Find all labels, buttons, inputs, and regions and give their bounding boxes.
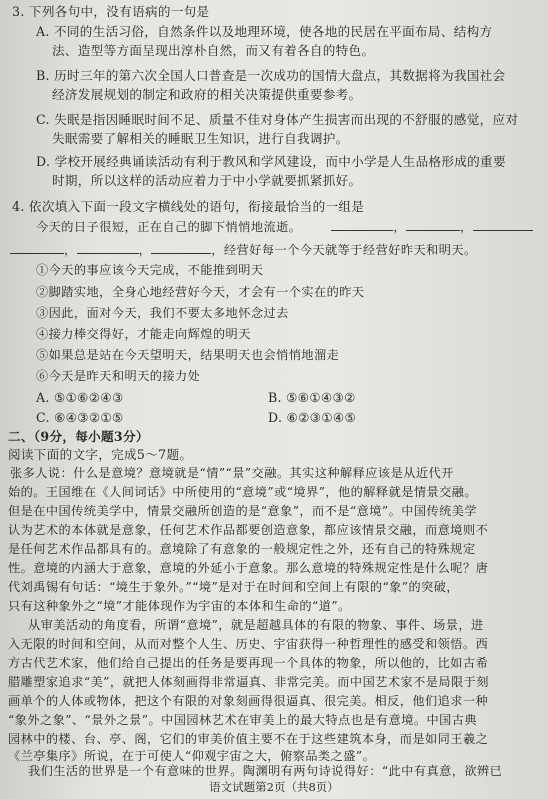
q3-option-a-line1: A. 不同的生活习俗，自然条件以及地理环境，使各地的民居在平面布局、结构方 bbox=[36, 24, 493, 39]
passage-p1-line2: 始的。王国维在《人间词话》中所使用的“意境”或“境界”，他的解释就是情景交融。 bbox=[8, 485, 478, 499]
q4-passage-line2: ， ， ，经营好每一个今天就等于经营好昨天和明天。 bbox=[10, 243, 477, 258]
passage-p2-line8: 《兰亭集序》所说，在于可使人“仰观宇宙之大，俯察品类之盛”。 bbox=[8, 749, 376, 763]
q4-item-4: ④接力棒交得好，才能走向辉煌的明天 bbox=[36, 327, 251, 341]
q4-item-5: ⑤如果总是站在今天望明天，结果明天也会悄悄地溜走 bbox=[36, 348, 340, 362]
passage-p2-line4: 腊雕塑家追求“美”，就把人体刻画得非常逼真、非常完美。而中国艺术家不是局限于刻 bbox=[8, 675, 489, 689]
passage-p2-line5: 画单个的人体或物体，把这个有限的对象刻画得很逼真、很完美。相反，他们追求一种 bbox=[8, 694, 489, 708]
passage-p1-line7: 代刘禹锡有句话：“境生于象外。”“境”是对于在时间和空间上有限的“象”的突破， bbox=[8, 580, 460, 594]
q3-option-a-line2: 法、造型等方面呈现出淳朴自然，而又有着各自的特色。 bbox=[52, 43, 375, 58]
q3-option-b-line1: B. 历时三年的第六次全国人口普查是一次成功的国情大盘点，其数据将为我国社会 bbox=[36, 68, 506, 83]
q4-option-c: C. ⑥④③②①⑤ bbox=[36, 410, 124, 425]
passage-p1-line8: 只有这种象外之“境”才能体现作为宇宙的本体和生命的“道”。 bbox=[8, 599, 351, 613]
passage-p1-line5: 是任何艺术作品都具有的。意境除了有意象的一般规定性之外，还有自己的特殊规定 bbox=[8, 542, 476, 556]
passage-p3-line1: 我们生活的世界是一个有意味的世界。陶渊明有两句诗说得好：“此中有真意，欲辨已 bbox=[28, 764, 503, 778]
blank-2[interactable] bbox=[406, 220, 460, 231]
q4-option-a: A. ⑤①⑥②④③ bbox=[36, 390, 124, 405]
passage-p1-line4: 认为艺术的本体就是意象，任何艺术作品都要创造意象，都应该情景交融，而意境则不 bbox=[8, 523, 489, 537]
q4-option-b: B. ⑤⑥①④③② bbox=[268, 390, 356, 405]
page-footer: 语文试题第2页（共8页） bbox=[209, 780, 339, 794]
q4-option-d: D. ⑥②③①④⑤ bbox=[268, 410, 357, 425]
q3-option-c-line2: 失眠需要了解相关的睡眠卫生知识，进行自我调护。 bbox=[52, 131, 349, 146]
q3-option-b-line2: 经济发展规划的制定和政府的相关决策提供重要参考。 bbox=[52, 87, 362, 102]
q4-passage-text2: ，经营好每一个今天就等于经营好昨天和明天。 bbox=[211, 243, 477, 257]
section-2-header: 二、（9分，每小题3分） bbox=[8, 429, 149, 444]
passage-p2-line2: 入无限的时间和空间，从而对整个人生、历史、宇宙获得一种哲理性的感受和领悟。西 bbox=[8, 637, 489, 651]
blank-6[interactable] bbox=[151, 243, 211, 254]
passage-p1-line6: 性。意境的内涵大于意象，意境的外延小于意象。那么意境的特殊规定性是什么呢？唐 bbox=[8, 561, 489, 575]
passage-p2-line3: 方古代艺术家，他们给自己提出的任务是要再现一个具体的物象，所以他的，比如古希 bbox=[8, 656, 489, 670]
q3-option-d-line2: 时期，所以这样的活动应着力于中小学就要抓紧抓好。 bbox=[52, 173, 362, 188]
passage-p1-line3: 但是在中国传统美学中，情景交融所创造的是“意象”，而不是“意境”。中国传统美学 bbox=[8, 504, 478, 518]
q4-passage-text1: 今天的日子很短，正在自己的脚下悄悄地流逝。 bbox=[36, 220, 302, 234]
passage-p1-line1: 张多人说：什么是意境？意境就是“情”“景”交融。其实这种解释应该是从近代开 bbox=[10, 466, 454, 480]
q4-stem: 4. 依次填入下面一段文字横线处的语句，衔接最恰当的一组是 bbox=[12, 199, 365, 214]
passage-p2-line6: “象外之象”、“景外之景”。中国园林艺术在审美上的最大特点也是有意境。中国古典 bbox=[8, 713, 478, 727]
q4-item-2: ②脚踏实地，全身心地经营好今天，才会有一个实在的昨天 bbox=[36, 285, 365, 299]
blank-4[interactable] bbox=[10, 243, 64, 254]
q4-item-1: ①今天的事应该今天完成，不能推到明天 bbox=[36, 263, 264, 277]
q3-option-d-line1: D. 学校开展经典诵读活动有利于教风和学风建设，而中小学是人生品格形成的重要 bbox=[36, 154, 506, 169]
passage-p2-line1: 从审美活动的角度看，所谓“意境”，就是超越具体的有限的物象、事件、场景，进 bbox=[28, 618, 484, 632]
passage-p2-line7: 园林中的楼、台、亭、阁，它们的审美价值主要不在于这些建筑本身，而是如同王羲之 bbox=[8, 732, 489, 746]
blank-3[interactable] bbox=[473, 220, 533, 231]
q3-stem: 3. 下列各句中，没有语病的一句是 bbox=[12, 4, 210, 19]
q3-option-c-line1: C. 失眠是指因睡眠时间不足、质量不佳对身体产生损害而出现的不舒服的感觉，应对 bbox=[36, 112, 519, 127]
blank-5[interactable] bbox=[77, 243, 139, 254]
section-2-intro: 阅读下面的文字，完成5～7题。 bbox=[8, 447, 193, 462]
q4-item-3: ③因此，面对今天，我们不要太多地怀念过去 bbox=[36, 306, 289, 320]
q4-item-6: ⑥今天是昨天和明天的接力处 bbox=[36, 369, 201, 383]
q4-passage-line1: 今天的日子很短，正在自己的脚下悄悄地流逝。 ， ， bbox=[36, 220, 533, 235]
blank-1[interactable] bbox=[331, 220, 393, 231]
